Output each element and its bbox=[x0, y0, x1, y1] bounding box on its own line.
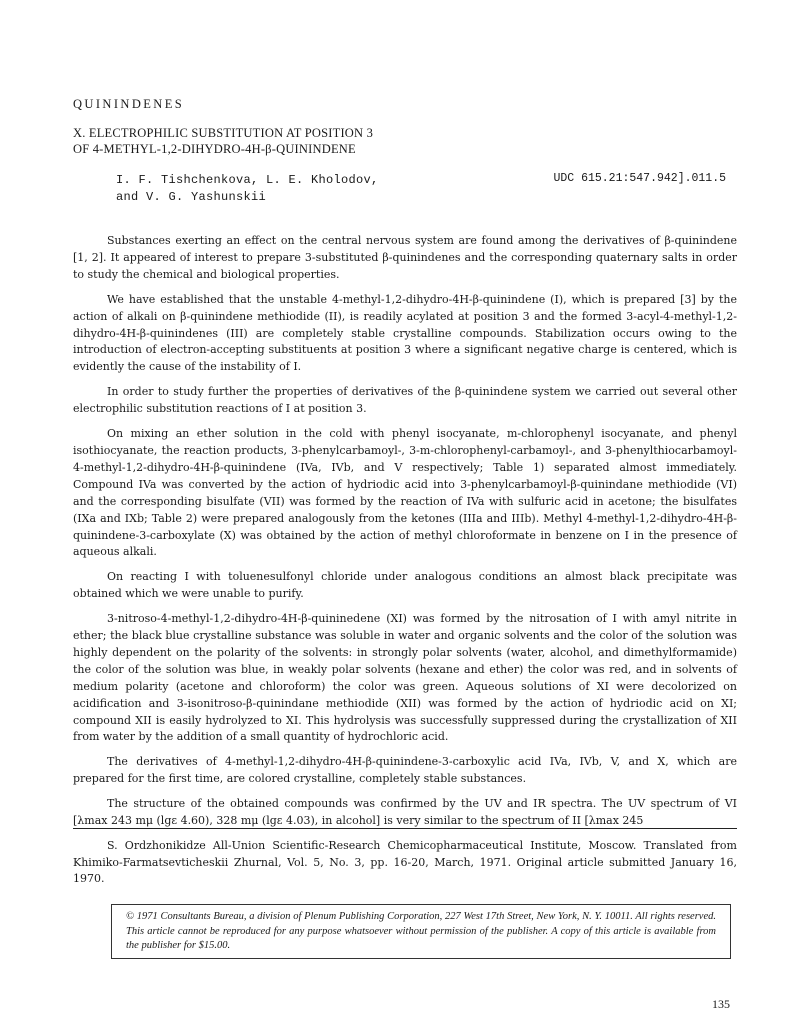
body-paragraph-5: On reacting I with toluenesulfonyl chloride under analogous conditions an almost black precipitate was obtained which we were unable to purify. bbox=[73, 570, 737, 601]
body-paragraph-3: In order to study further the properties of derivatives of the β-quinindene system we carried out several other electrophilic substitution reactions of I at position 3. bbox=[73, 385, 737, 416]
body-paragraph-6: 3-nitroso-4-methyl-1,2-dihydro-4H-β-quininedene (XI) was formed by the nitrosation of I with amyl nitrite in ether; the black blue crystalline substance was soluble in water and organic solvents and the color of the solution was highly dependent on the polarity of the solvents: in strongly polar solvents (water, alcohol, and dimethylformamide) the color of the solution was blue, in weakly polar solvents (hexane and ether) the color was red, and in solvents of medium polarity (acetone and chloroform) the color was green. Aqueous solutions of XI were decolorized on acidification and 3-isonitroso-β-quinindane methiodide (XII) was formed by the action of hydriodic acid on XI; compound XII is easily hydrolyzed to XI. This hydrolysis was successfully suppressed during the crystallization of XII from water by the addition of a small quantity of hydrochloric acid. bbox=[73, 612, 737, 744]
body-paragraph-7: The derivatives of 4-methyl-1,2-dihydro-4H-β-quinindene-3-carboxylic acid IVa, IVb, V, and X, which are prepared for the first time, are colored crystalline, completely stable substances. bbox=[73, 755, 737, 786]
article-title bbox=[73, 125, 593, 157]
body-paragraph-4: On mixing an ether solution in the cold with phenyl isocyanate, m-chlorophenyl isocyanate, and phenyl isothiocyanate, the reaction products, 3-phenylcarbamoyl-, 3-m-chlorophenyl-carbamoyl-, and 3-phenylthiocarbamoyl-4-methyl-1,2-dihydro-4H-β-quinindene (IVa, IVb, and V respectively; Table 1) separated almost immediately. Compound IVa was converted by the action of hydriodic acid into 3-phenylcarbamoyl-β-quinindane methiodide (VI) and the corresponding bisulfate (VII) was formed by the reaction of IVa with sulfuric acid in acetone; the bisulfates (IXa and IXb; Table 2) were prepared analogously from the ketones (IIIa and IIIb). Methyl 4-methyl-1,2-dihydro-4H-β-quinindene-3-carboxylate (X) was obtained by the action of methyl chloroformate in benzene on I in the presence of aqueous alkali. bbox=[73, 427, 737, 559]
copyright-notice: © 1971 Consultants Bureau, a division of Plenum Publishing Corporation, 227 West 17th Street, New York, N. Y. 10011. All rights reserved. This article cannot be reproduced for any purpose whatsoever without permission of the publisher. A copy of this article is available from the publisher for $15.00. bbox=[126, 911, 716, 951]
body-paragraph-1: Substances exerting an effect on the central nervous system are found among the derivatives of β-quinindene [1, 2]. It appeared of interest to prepare 3-substituted β-quinindenes and the corresponding quaternary salts in order to study the chemical and biological properties. bbox=[73, 234, 737, 281]
article-title-line-2: OF 4-METHYL-1,2-DIHYDRO-4H-β-QUININDENE bbox=[73, 142, 356, 156]
body-paragraph-8: The structure of the obtained compounds was confirmed by the UV and IR spectra. The UV spectrum of VI [λmax 243 mμ (lgε 4.60), 328 mμ (lgε 4.03), in alcohol] is very similar to the spectrum of II [λmax 245 bbox=[73, 797, 737, 828]
copyright-box bbox=[111, 904, 731, 959]
article-body bbox=[73, 233, 737, 830]
authors-line-2: and V. G. Yashunskii bbox=[116, 190, 267, 204]
affiliation-footnote: S. Ordzhonikidze All-Union Scientific-Research Chemicopharmaceutical Institute, Moscow. Translated from Khimiko-Farmatsevticheskii Zhurnal, Vol. 5, No. 3, pp. 16-20, March, 1971. Original article submitted January 16, 1970. bbox=[73, 839, 737, 885]
author-list bbox=[116, 172, 476, 206]
article-title-line-1: X. ELECTROPHILIC SUBSTITUTION AT POSITION 3 bbox=[73, 126, 374, 140]
series-heading: QUININDENES bbox=[73, 97, 185, 111]
body-paragraph-2: We have established that the unstable 4-methyl-1,2-dihydro-4H-β-quinindene (I), which is prepared [3] by the action of alkali on β-quinindene methiodide (II), is readily acylated at position 3 and the formed 3-acyl-4-methyl-1,2-dihydro-4H-β-quinindenes (III) are completely stable crystalline compounds. Stabilization occurs owing to the introduction of electron-accepting substituents at position 3 where a significant negative charge is centered, which is evidently the cause of the instability of I. bbox=[73, 292, 737, 374]
footnote-divider bbox=[73, 828, 737, 829]
udc-code: UDC 615.21:547.942].011.5 bbox=[553, 172, 726, 185]
authors-line-1: I. F. Tishchenkova, L. E. Kholodov, bbox=[116, 173, 379, 187]
page-number: 135 bbox=[712, 997, 730, 1011]
